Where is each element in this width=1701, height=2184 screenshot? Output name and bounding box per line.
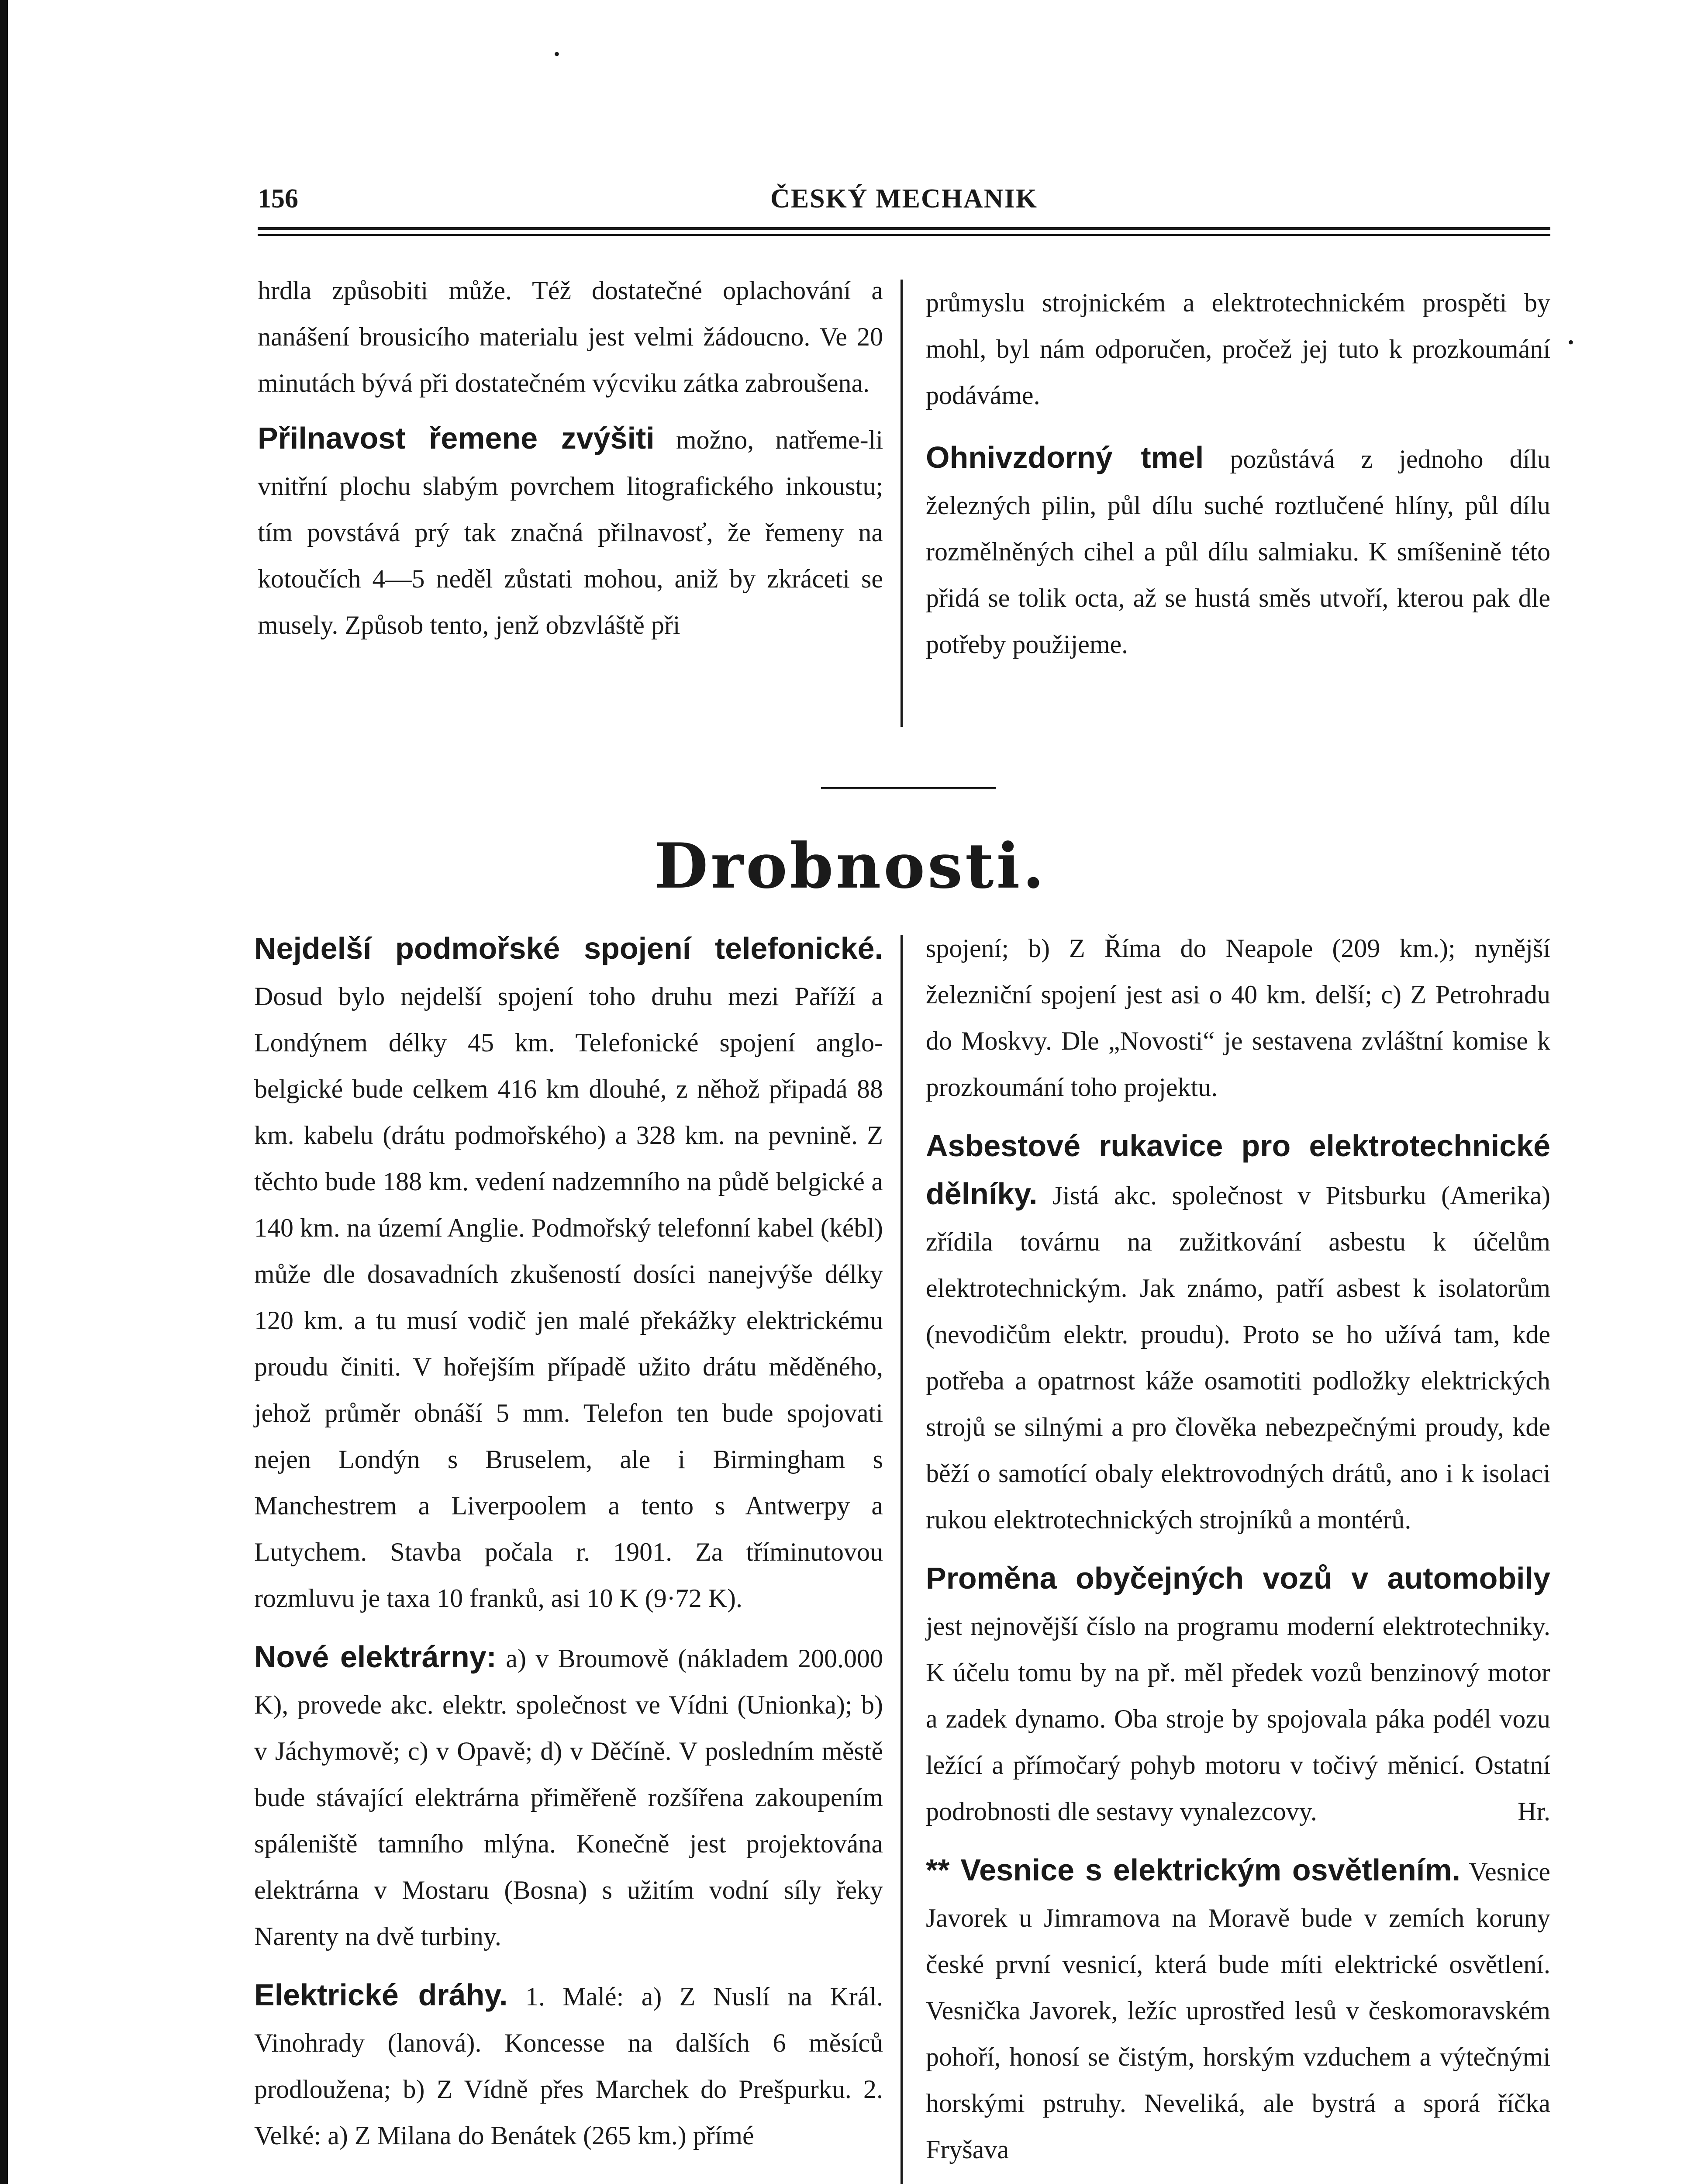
top-left-column <box>258 267 883 648</box>
right-column <box>926 925 1550 2184</box>
news-item <box>926 1123 1550 1543</box>
running-title: ČESKÝ MECHANIK <box>770 184 1038 214</box>
scan-speck: • <box>554 44 560 64</box>
section-title: Drobnosti. <box>654 830 1047 902</box>
paragraph-text: možno, natřeme-li vnitřní plochu slabým povrchem litografického inkoustu; tím povstává prý tak značná přilnavosť, že řemeny na kotoučích 4—5 neděl zůstati mohou, aniž by zkráceti se musely. Způsob tento, jenž obzvláště při <box>258 425 883 639</box>
header-rule-top <box>258 227 1550 230</box>
item-text: a) v Broumově (nákladem 200.000 K), provede akc. elektr. společnost ve Vídni (Unionka); b) v Jáchymově; c) v Opavě; d) v Děčíně. V posledním městě bude stávající elektrárna přiměřeně rozšířena zakoupením spáleniště tamního mlýna. Konečně jest projektována elektrárna v Mostaru (Bosna) s užitím vodní síly řeky Narenty na dvě turbiny. <box>254 1644 883 1951</box>
scan-speck: • <box>1568 332 1574 352</box>
author-signature: Hr. <box>1518 1797 1550 1826</box>
paragraph-text: hrdla způsobiti může. Též dostatečné oplachování a nanášení brousicího materialu jest velmi žádoucno. Ve 20 minutách bývá při dostatečném výcviku zátka zabroušena. <box>258 276 883 397</box>
column-separator <box>901 935 903 2184</box>
paragraph-lead: Přilnavost řemene zvýšiti <box>258 421 655 455</box>
news-item <box>254 1972 883 2159</box>
section-separator <box>821 787 996 789</box>
left-column <box>254 925 883 2171</box>
paragraph <box>258 267 883 406</box>
top-right-column <box>926 280 1550 667</box>
item-text: 1. Malé: a) Z Nuslí na Král. Vinohrady (lanová). Koncesse na dalších 6 měsíců prodloužena; b) Z Vídně přes Marchek do Prešpurku. 2. Velké: a) Z Milana do Benátek (265 km.) přímé <box>254 1982 883 2150</box>
news-item <box>254 925 883 1621</box>
item-heading: Nejdelší podmořské spojení telefonické. <box>254 931 883 965</box>
paragraph-lead: Ohnivzdorný tmel <box>926 440 1204 474</box>
page-header <box>258 183 1550 218</box>
paragraph <box>926 280 1550 418</box>
paragraph-text: pozůstává z jednoho dílu železných pilin, půl dílu suché roztlučené hlíny, půl dílu rozmělněných cihel a půl dílu salmiaku. K smíšenině této přidá se tolik octa, až se hustá směs utvoří, kterou pak dle potřeby použijeme. <box>926 445 1551 659</box>
page-number: 156 <box>258 184 298 214</box>
news-item <box>926 925 1550 1110</box>
item-text: spojení; b) Z Říma do Neapole (209 km.); nynější železniční spojení jest asi o 40 km. delší; c) Z Petrohradu do Moskvy. Dle „Novosti“ je sestavena zvláštní komise k prozkoumání toho projektu. <box>926 934 1550 1102</box>
item-heading: Nové elektrárny: <box>254 1640 497 1674</box>
news-item <box>254 1634 883 1959</box>
item-text: Dosud bylo nejdelší spojení toho druhu mezi Paříží a Londýnem délky 45 km. Telefonické spojení anglo-belgické bude celkem 416 km dlouhé, z něhož připadá 88 km. kabelu (drátu podmořského) a 328 km. na pevnině. Z těchto bude 188 km. vedení nadzemního na půdě belgické a 140 km. na území Anglie. Podmořský telefonní kabel (kébl) může dle dosavadních zkušeností dosíci nanejvýše délky 120 km. a tu musí vodič jen malé překážky elektrickému proudu činiti. V hořejším případě užito drátu měděného, jehož průměr obnáší 5 mm. Telefon ten bude spojovati nejen Londýn s Bruselem, ale i Birmingham s Manchestrem a Liverpoolem a tento s Antwerpy a Lutychem. Stavba počala r. 1901. Za tříminutovou rozmluvu je taxa 10 franků, asi 10 K (9·72 K). <box>254 982 883 1613</box>
item-heading: Asbestové rukavice pro elektrotechnické dělníky. <box>926 1129 1550 1211</box>
item-text: Jistá akc. společnost v Pitsburku (Amerika) zřídila továrnu na zužitkování asbestu k účelům elektrotechnickým. Jak známo, patří asbest k isolatorům (nevodičům elektr. proudu). Proto se ho užívá tam, kde potřeba a opatrnost káže osamotiti podložky elektrických strojů se silnými a pro člověka nebezpečnými proudy, kde běží o samotící obaly elektrovodných drátů, ano i k isolaci rukou elektrotechnických strojníků a montérů. <box>926 1181 1550 1534</box>
column-separator <box>901 280 903 727</box>
item-heading: Elektrické dráhy. <box>254 1978 508 2012</box>
header-rule-bottom <box>258 234 1550 236</box>
paragraph <box>258 415 883 648</box>
item-text: jest nejnovější číslo na programu moderní elektrotechniky. K účelu tomu by na př. měl předek vozů benzinový motor a zadek dynamo. Oba stroje by spojovala páka podél vozu ležící a přímočarý pohyb motoru v točivý měnicí. Ostatní podrobnosti dle sestavy vynalezcovy. <box>926 1612 1550 1826</box>
news-item <box>926 1847 1550 2173</box>
news-item <box>926 1555 1550 1835</box>
paragraph <box>926 434 1550 667</box>
scan-border <box>0 0 8 2184</box>
item-heading: ** Vesnice s elektrickým osvětlením. <box>926 1853 1461 1887</box>
paragraph-text: průmyslu strojnickém a elektrotechnickém prospěti by mohl, byl nám odporučen, pročež jej tuto k prozkoumání podáváme. <box>926 288 1550 410</box>
item-text: Vesnice Javorek u Jimramova na Moravě bude v zemích koruny české první vesnicí, která bude míti elektrické osvětlení. Vesnička Javorek, ležíc uprostřed lesů v českomoravském pohoří, honosí se čistým, horským vzduchem a výtečnými horskými pstruhy. Neveliká, ale bystrá a sporá říčka Fryšava <box>926 1857 1550 2164</box>
item-heading: Proměna obyčejných vozů v automobily <box>926 1561 1550 1595</box>
